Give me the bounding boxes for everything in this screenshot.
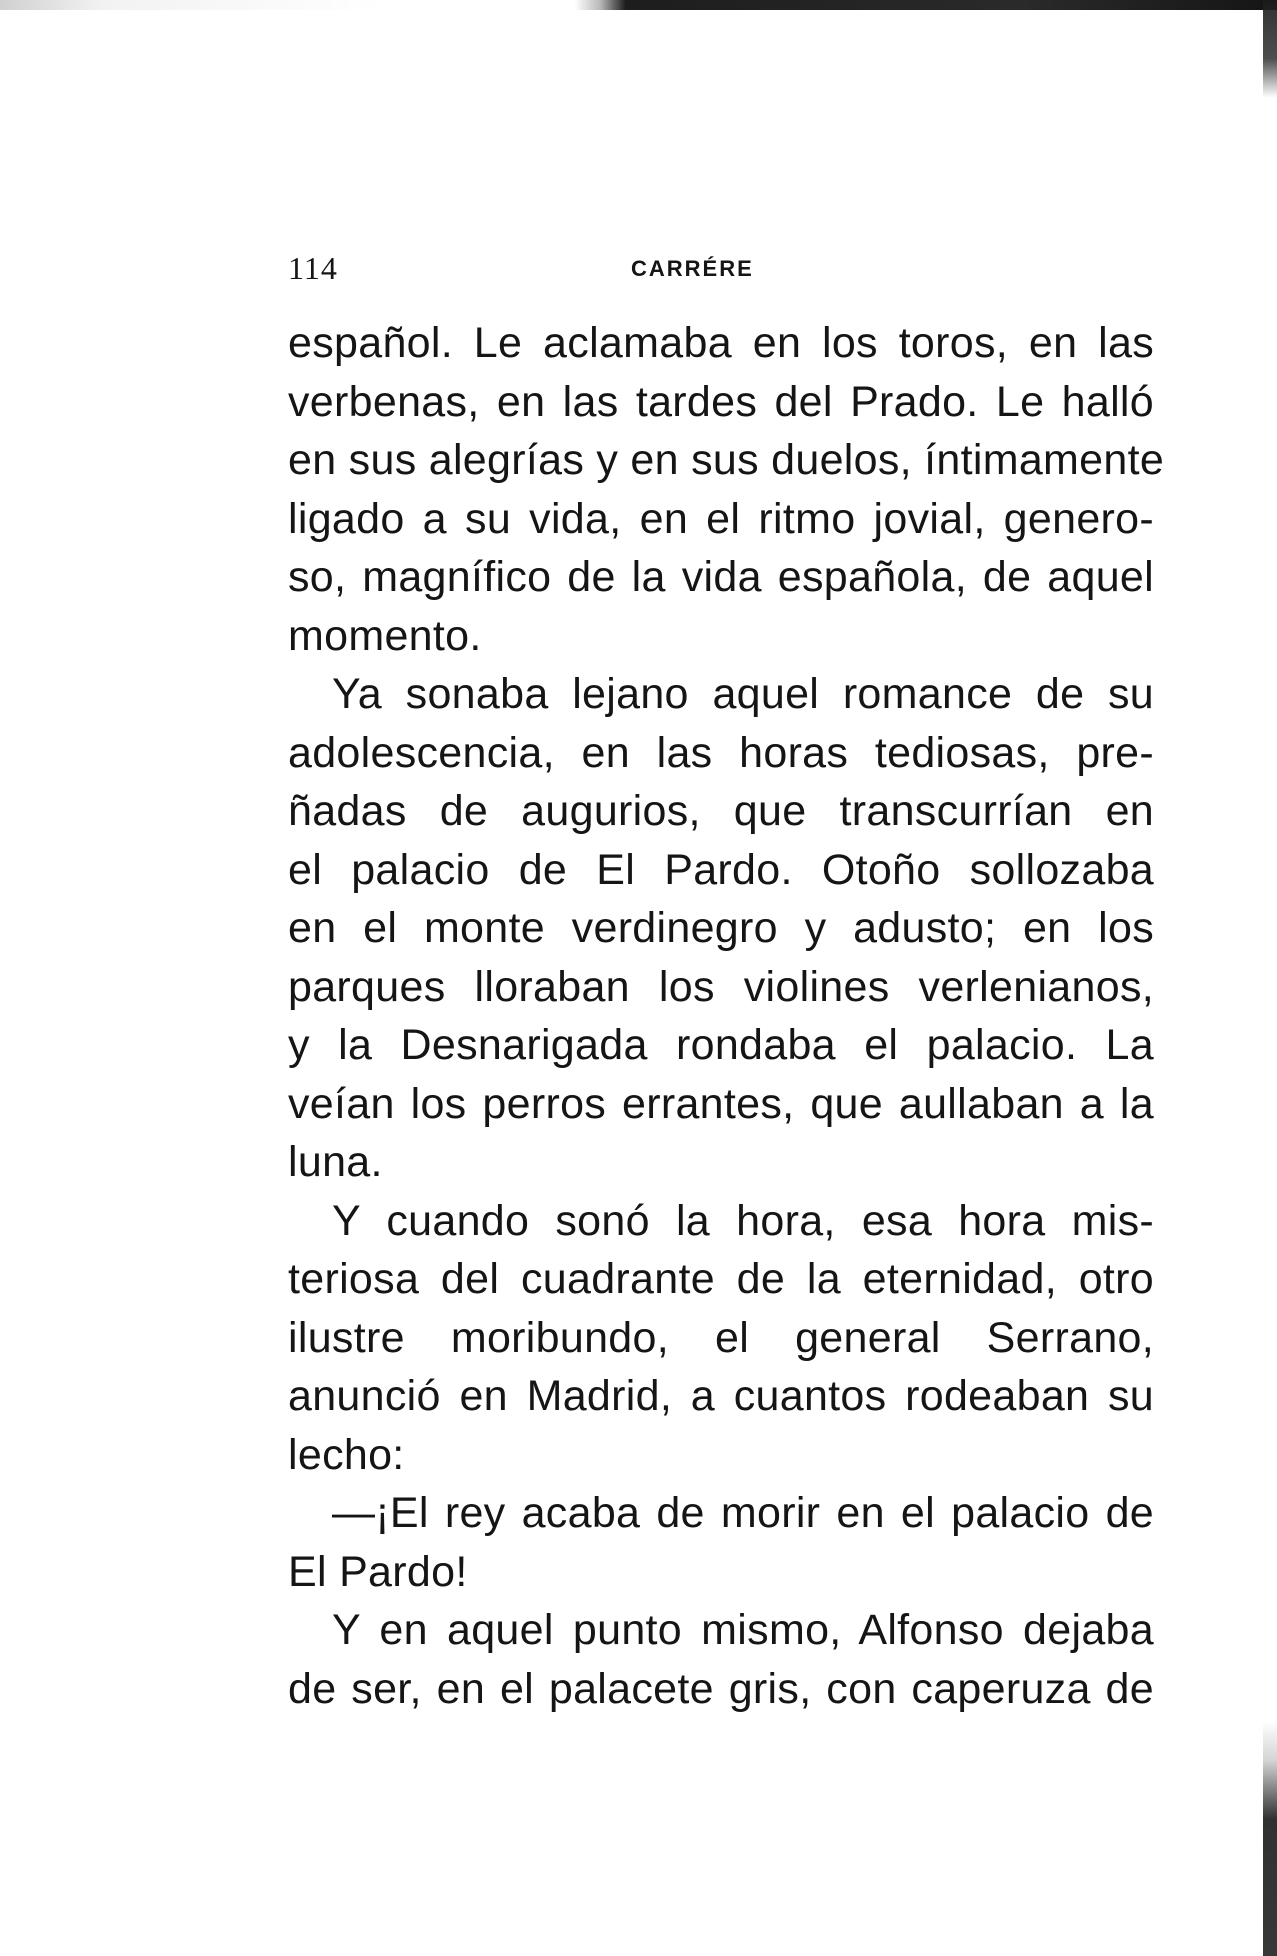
text-line: so, magnífico de la vida española, de aquel bbox=[288, 553, 1154, 601]
text-line: adolescencia, en las horas tediosas, pre- bbox=[288, 728, 1154, 777]
text-line: El Pardo! bbox=[288, 1547, 468, 1596]
text-line: veían los perros errantes, que aullaban a la bbox=[288, 1079, 1154, 1128]
text-line: momento. bbox=[288, 611, 482, 660]
text-line: y la Desnarigada rondaba el palacio. La bbox=[288, 1021, 1154, 1069]
text-line: Y cuando sonó la hora, esa hora mis- bbox=[332, 1196, 1154, 1245]
text-line: parques lloraban los violines verlenianos, bbox=[288, 962, 1154, 1011]
text-line: español. Le aclamaba en los toros, en las bbox=[288, 319, 1154, 367]
text-line: en el monte verdinegro y adusto; en los bbox=[288, 904, 1154, 952]
page-number: 114 bbox=[288, 250, 338, 286]
text-line: luna. bbox=[288, 1138, 383, 1186]
text-line: teriosa del cuadrante de la eternidad, otro bbox=[288, 1255, 1154, 1303]
text-line: en sus alegrías y en sus duelos, íntimamente bbox=[288, 436, 1165, 484]
body-text bbox=[288, 314, 1165, 1718]
text-line: ñadas de augurios, que transcurrían en bbox=[288, 787, 1154, 835]
text-line: Ya sonaba lejano aquel romance de su bbox=[332, 670, 1154, 718]
text-line: el palacio de El Pardo. Otoño sollozaba bbox=[288, 845, 1154, 894]
scan-edge-right bbox=[1263, 0, 1277, 1956]
text-line: lecho: bbox=[288, 1430, 405, 1479]
running-head bbox=[288, 250, 1154, 294]
text-line: —¡El rey acaba de morir en el palacio de bbox=[332, 1489, 1154, 1537]
text-line: verbenas, en las tardes del Prado. Le halló bbox=[288, 377, 1154, 426]
book-page bbox=[288, 250, 1165, 1718]
running-title: CARRÉRE bbox=[631, 256, 754, 281]
text-line: ilustre moribundo, el general Serrano, bbox=[288, 1313, 1154, 1362]
text-line: ligado a su vida, en el ritmo jovial, genero- bbox=[288, 494, 1154, 543]
text-line: Y en aquel punto mismo, Alfonso dejaba bbox=[332, 1606, 1154, 1654]
scan-edge-top bbox=[0, 0, 1277, 10]
text-line: de ser, en el palacete gris, con caperuza de bbox=[288, 1664, 1154, 1713]
text-line: anunció en Madrid, a cuantos rodeaban su bbox=[288, 1372, 1154, 1420]
